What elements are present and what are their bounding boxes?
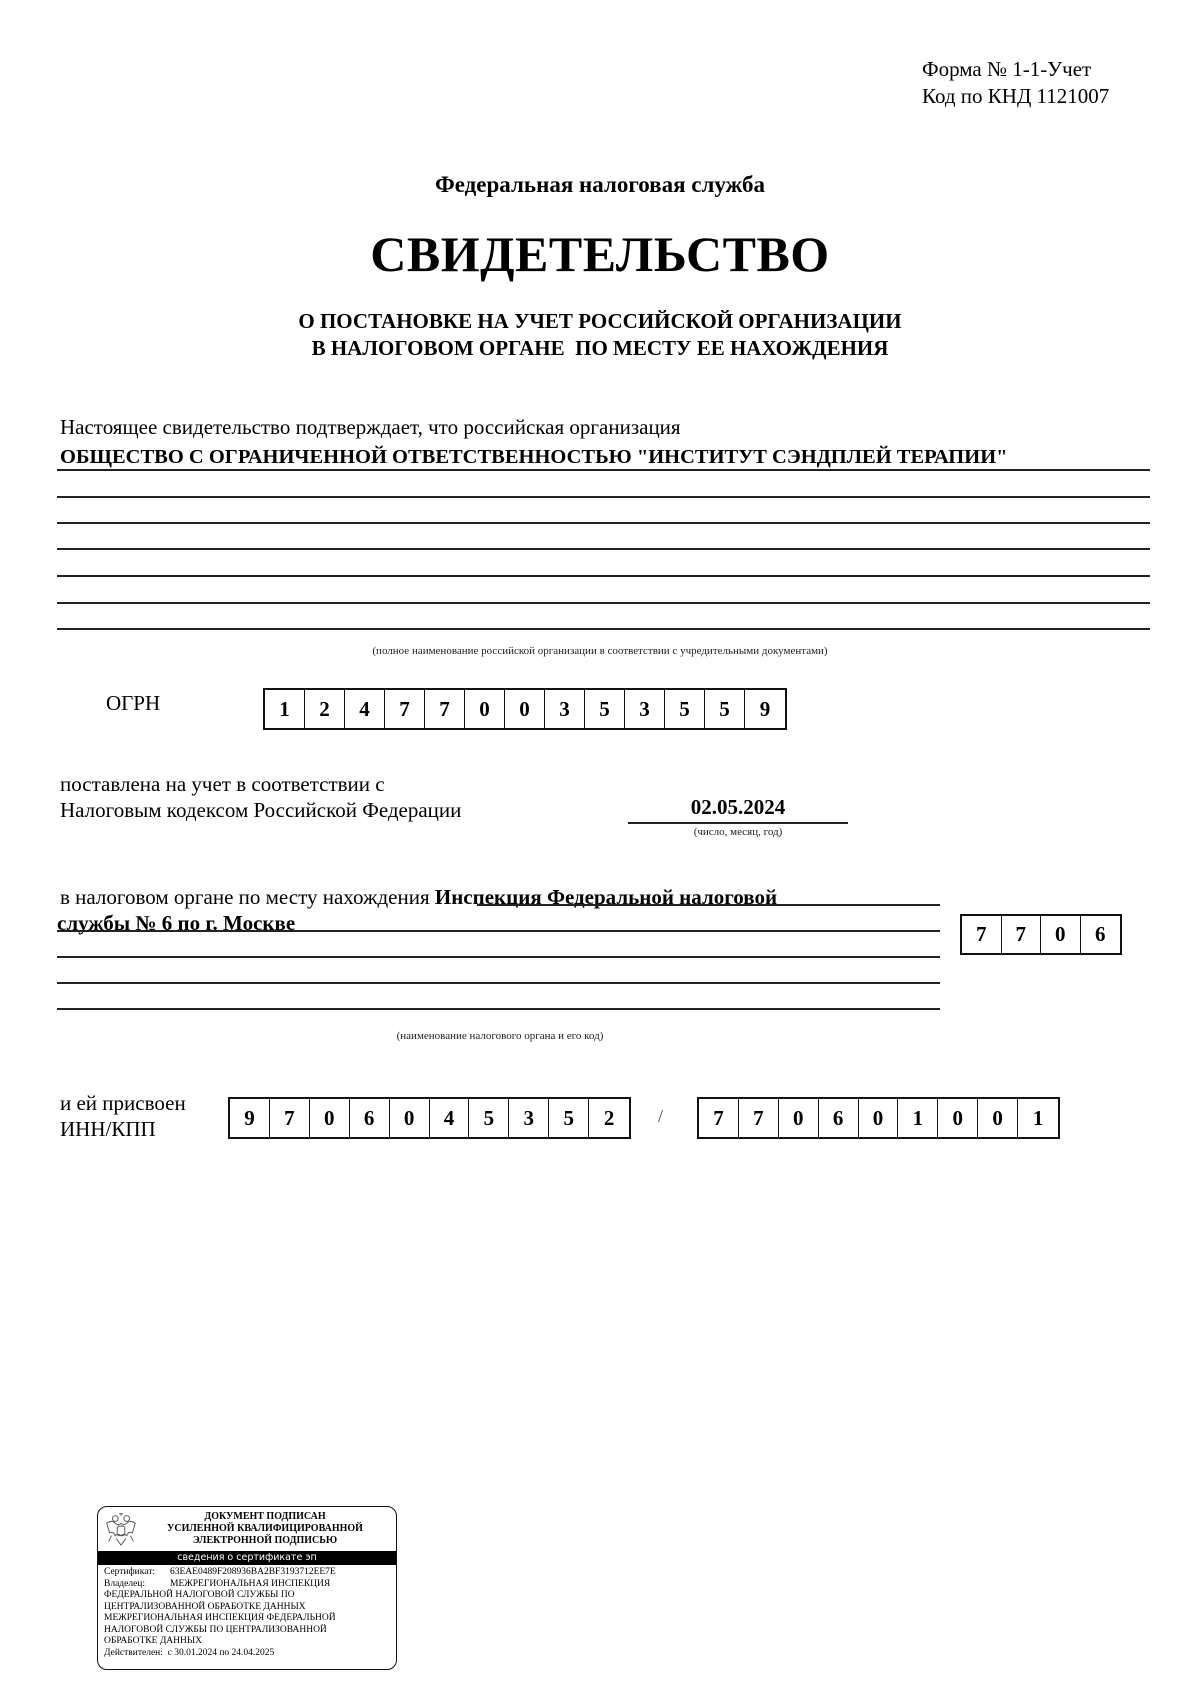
tax-authority-blank-line-2 <box>57 982 940 984</box>
kpp-boxes <box>697 1097 1060 1139</box>
subtitle-line-2: В НАЛОГОВОМ ОРГАНЕ ПО МЕСТУ ЕЕ НАХОЖДЕНИЯ <box>311 336 889 360</box>
organization-name-underline <box>57 469 1150 471</box>
kpp-digit: 0 <box>859 1099 899 1137</box>
kpp-digit: 0 <box>779 1099 819 1137</box>
blank-line-2 <box>57 522 1150 524</box>
ogrn-digit: 0 <box>465 690 505 728</box>
inn-digit: 7 <box>270 1099 310 1137</box>
inn-digit: 0 <box>390 1099 430 1137</box>
inn-boxes <box>228 1097 631 1139</box>
kpp-digit: 7 <box>699 1099 739 1137</box>
document-subtitle <box>0 308 1200 362</box>
form-number: Форма № 1-1-Учет <box>922 57 1092 81</box>
certificate-info-bar: сведения о сертификате эп <box>98 1551 396 1565</box>
tax-authority-code-digit: 7 <box>962 916 1002 953</box>
inn-digit: 6 <box>350 1099 390 1137</box>
ogrn-digit: 0 <box>505 690 545 728</box>
ogrn-digit: 2 <box>305 690 345 728</box>
registration-line-2: Налоговым кодексом Российской Федерации <box>60 798 462 822</box>
owner-line-6: ОБРАБОТКЕ ДАННЫХ <box>104 1636 203 1646</box>
blank-line-3 <box>57 548 1150 550</box>
kpp-digit: 1 <box>898 1099 938 1137</box>
tax-authority-code-digit: 0 <box>1041 916 1081 953</box>
owner-line-5: НАЛОГОВОЙ СЛУЖБЫ ПО ЦЕНТРАЛИЗОВАННОЙ <box>104 1624 327 1635</box>
stamp-title <box>138 1511 392 1547</box>
tax-authority-name-part-2: службы № 6 по г. Москве <box>57 911 296 935</box>
registration-date: 02.05.2024 <box>690 795 786 819</box>
tax-authority-underline-2 <box>57 930 940 932</box>
form-code-block <box>922 56 1109 110</box>
registration-date-caption: (число, месяц, год) <box>693 826 783 838</box>
stamp-title-line-2: УСИЛЕННОЙ КВАЛИФИЦИРОВАННОЙ <box>167 1523 363 1534</box>
coat-of-arms-icon <box>102 1510 140 1548</box>
ogrn-digit: 7 <box>425 690 465 728</box>
certificate-label: Сертификат: <box>104 1567 156 1577</box>
tax-authority-blank-line-1 <box>57 956 940 958</box>
registration-date-underline <box>628 822 848 824</box>
ogrn-digit: 3 <box>545 690 585 728</box>
certificate-value: 63EAE0489F208936BA2BF3193712EE7E <box>170 1567 336 1577</box>
blank-line-5 <box>57 602 1150 604</box>
ogrn-boxes <box>263 688 787 730</box>
inn-digit: 2 <box>603 1105 615 1130</box>
tax-authority-line-1 <box>60 884 777 910</box>
inn-digit: 3 <box>509 1099 549 1137</box>
registration-line-1: поставлена на учет в соответствии с <box>60 772 385 796</box>
ogrn-digit: 7 <box>385 690 425 728</box>
owner-line-3: ЦЕНТРАЛИЗОВАННОЙ ОБРАБОТКЕ ДАННЫХ <box>104 1601 306 1612</box>
issuing-authority: Федеральная налоговая служба <box>435 172 765 197</box>
inn-kpp-label-line-2: ИНН/КПП <box>60 1117 156 1141</box>
ogrn-digit: 9 <box>759 696 771 721</box>
inn-digit: 4 <box>430 1099 470 1137</box>
inn-kpp-label <box>60 1090 186 1142</box>
inn-kpp-label-line-1: и ей присвоен <box>60 1091 186 1115</box>
ogrn-digit: 5 <box>705 690 745 728</box>
blank-line-1 <box>57 496 1150 498</box>
blank-line-6 <box>57 628 1150 630</box>
stamp-header <box>98 1507 396 1551</box>
ogrn-digit: 5 <box>585 690 625 728</box>
validity-period: Действителен: с 30.01.2024 по 24.04.2025 <box>104 1647 275 1658</box>
inn-digit: 5 <box>549 1099 589 1137</box>
tax-authority-code-digit: 7 <box>1002 916 1042 953</box>
tax-authority-caption: (наименование налогового органа и его код) <box>396 1030 604 1042</box>
ogrn-digit: 3 <box>625 690 665 728</box>
inn-digit: 9 <box>230 1099 270 1137</box>
inn-kpp-separator: / <box>658 1106 664 1126</box>
tax-authority-code-digit: 6 <box>1094 922 1106 946</box>
kpp-digit: 0 <box>978 1099 1018 1137</box>
kpp-digit: 1 <box>1032 1105 1044 1130</box>
stamp-title-line-3: ЭЛЕКТРОННОЙ ПОДПИСЬЮ <box>192 1535 338 1546</box>
kpp-digit: 6 <box>819 1099 859 1137</box>
owner-row <box>104 1579 390 1591</box>
tax-authority-name-part-1: Инспекция Федеральной налоговой <box>434 885 778 909</box>
tax-authority-code-boxes <box>960 914 1122 955</box>
owner-line-4: МЕЖРЕГИОНАЛЬНАЯ ИНСПЕКЦИЯ ФЕДЕРАЛЬНОЙ <box>104 1613 336 1623</box>
organization-name-caption: (полное наименование российской организации в соответствии с учредительными документами) <box>372 645 828 657</box>
document-title: СВИДЕТЕЛЬСТВО <box>370 226 830 282</box>
owner-line-1: МЕЖРЕГИОНАЛЬНАЯ ИНСПЕКЦИЯ <box>170 1578 331 1589</box>
kpp-digit: 7 <box>739 1099 779 1137</box>
ogrn-digit: 4 <box>345 690 385 728</box>
inn-digit: 0 <box>310 1099 350 1137</box>
kpp-digit: 0 <box>938 1099 978 1137</box>
organization-intro: Настоящее свидетельство подтверждает, что российская организация <box>60 415 681 439</box>
subtitle-line-1: О ПОСТАНОВКЕ НА УЧЕТ РОССИЙСКОЙ ОРГАНИЗАЦИИ <box>298 309 902 333</box>
owner-line-2: ФЕДЕРАЛЬНОЙ НАЛОГОВОЙ СЛУЖБЫ ПО <box>104 1590 295 1600</box>
ogrn-label: ОГРН <box>106 691 161 715</box>
knd-code: Код по КНД 1121007 <box>922 84 1110 108</box>
inn-digit: 5 <box>469 1099 509 1137</box>
owner-label: Владелец: <box>104 1578 146 1589</box>
electronic-signature-stamp <box>97 1506 397 1670</box>
stamp-body <box>98 1567 396 1659</box>
ogrn-digit: 5 <box>665 690 705 728</box>
blank-line-4 <box>57 575 1150 577</box>
certificate-row <box>104 1567 390 1579</box>
tax-authority-intro: в налоговом органе по месту нахождения <box>60 885 430 909</box>
tax-authority-underline-1 <box>477 904 940 906</box>
ogrn-digit: 1 <box>265 690 305 728</box>
stamp-title-line-1: ДОКУМЕНТ ПОДПИСАН <box>204 1511 326 1522</box>
organization-name: ОБЩЕСТВО С ОГРАНИЧЕННОЙ ОТВЕТСТВЕННОСТЬЮ "ИНСТИТУТ СЭНДПЛЕЙ ТЕРАПИИ" <box>60 446 1008 468</box>
registration-text <box>60 771 461 823</box>
tax-authority-blank-line-3 <box>57 1008 940 1010</box>
